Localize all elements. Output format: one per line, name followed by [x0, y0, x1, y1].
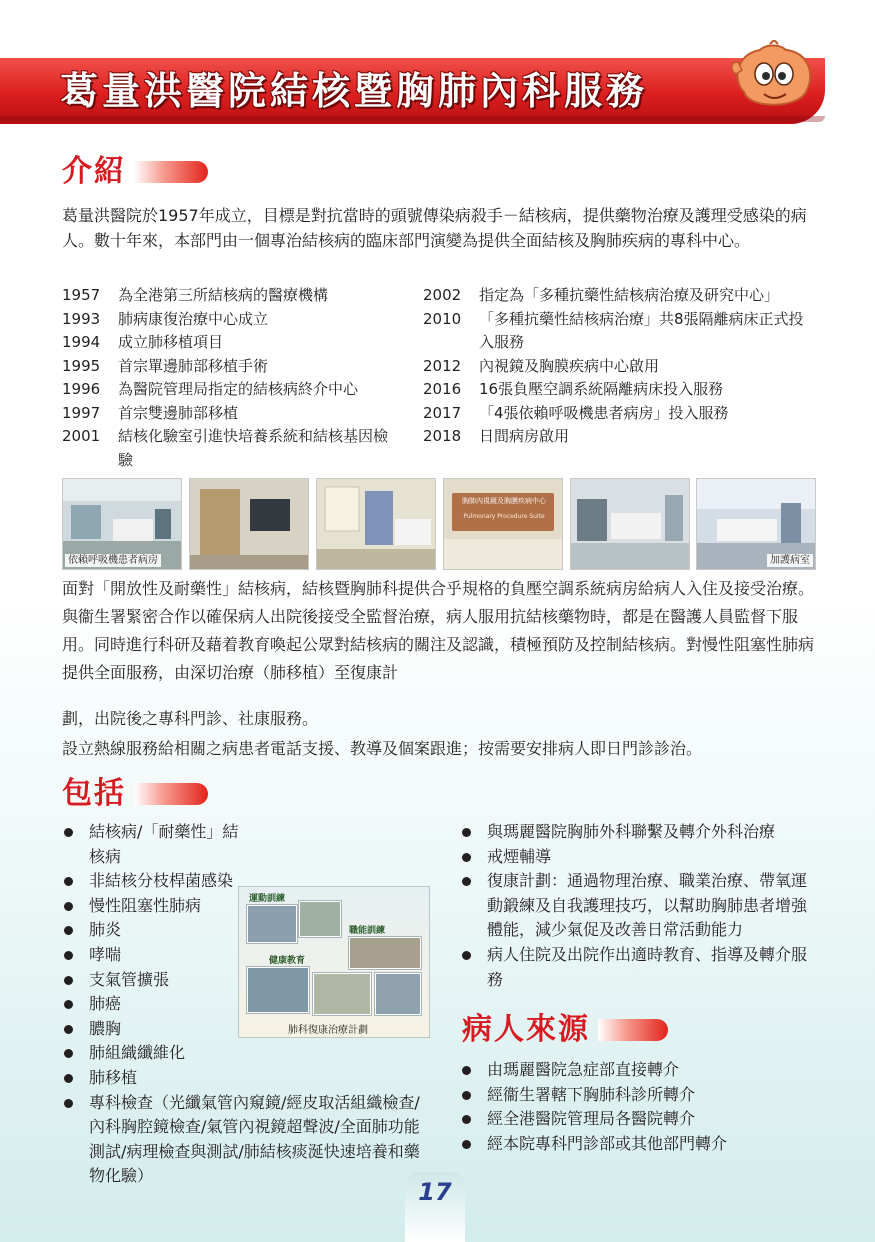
- timeline-event: 肺病康復治療中心成立: [118, 309, 269, 328]
- list-item: 肺癌: [62, 992, 239, 1017]
- list-item: 專科檢查（光纖氣管內窺鏡/經皮取活組織檢查/內科胸腔鏡檢查/氣管內視鏡超聲波/全面肺功能測試/病理檢查與測試/肺結核痰涎快速培養和藥物化驗）: [62, 1091, 422, 1189]
- includes-heading-text: 包括: [62, 776, 126, 811]
- photo-ventilator-ward: [62, 478, 182, 570]
- timeline-entry: [423, 308, 818, 355]
- timeline-entry: [423, 402, 818, 426]
- heading-pill-decoration: [134, 783, 208, 805]
- procedure-suite-sign-zh: 胸肺內視鏡及胸膜疾病中心: [462, 497, 546, 505]
- timeline-event: 「4張依賴呼吸機患者病房」投入服務: [479, 403, 729, 422]
- list-item: 戒煙輔導: [460, 845, 820, 870]
- timeline-event: 成立肺移植項目: [118, 333, 224, 351]
- heading-pill-decoration: [134, 161, 208, 183]
- timeline-year: 2010: [423, 309, 462, 328]
- collage-label-exercise: 運動訓練: [249, 894, 286, 904]
- timeline-event: 16張負壓空調系統隔離病床投入服務: [479, 380, 724, 398]
- heading-pill-decoration: [598, 1019, 668, 1041]
- list-item: 肺移植: [62, 1066, 239, 1091]
- list-item: 膿胸: [62, 1017, 239, 1042]
- timeline-entry: [62, 402, 402, 426]
- timeline-year: 2018: [423, 427, 462, 445]
- photo-intensive-care-ward: [696, 478, 816, 570]
- timeline-year: 1993: [62, 309, 101, 328]
- collage-photo: [349, 937, 421, 969]
- service-description-paragraph: 面對「開放性及耐藥性」結核病，結核暨胸肺科提供合乎規格的負壓空調系統病房給病人入住及接受治療。與衞生署緊密合作以確保病人出院後接受全監督治療，病人服用抗結核藥物時，都是在醫護人員監督下服用。同時進行科研及藉着教育喚起公眾對結核病的關注及認識，積極預防及控制結核病。對慢性阻塞性肺病提供全面服務，由深切治療（肺移植）至復康計: [62, 579, 815, 682]
- photo-strip: [62, 478, 814, 568]
- collage-photo: [247, 967, 309, 1013]
- timeline-year: 1996: [62, 380, 101, 398]
- timeline-year: 2017: [423, 403, 462, 422]
- intro-paragraph: 葛量洪醫院於1957年成立，目標是對抗當時的頭號傳染病殺手－結核病，提供藥物治療及護理受感染的病人。數十年來，本部門由一個專治結核病的臨床部門演變為提供全面結核及胸肺疾病的專科中心。: [62, 206, 807, 250]
- timeline-year: 1997: [62, 403, 101, 422]
- page-number: 17: [418, 1178, 452, 1206]
- timeline-event: 內視鏡及胸膜疾病中心啟用: [479, 356, 660, 375]
- list-item: 肺組織纖維化: [62, 1041, 239, 1066]
- list-item: 經衞生署轄下胸肺科診所轉介: [460, 1083, 820, 1108]
- timeline-event: 結核化驗室引進快培養系統和結核基因檢驗: [118, 427, 389, 469]
- list-item: 復康計劃：通過物理治療、職業治療、帶氧運動鍛練及自我護理技巧，以幫助胸肺患者增強體能，減少氣促及改善日常活動能力: [460, 869, 820, 943]
- timeline-year: 1995: [62, 356, 101, 375]
- list-item: 病人住院及出院作出適時教育、指導及轉介服務: [460, 943, 820, 992]
- intro-heading-text: 介紹: [62, 154, 126, 189]
- collage-caption: 肺科復康治療計劃: [288, 1025, 368, 1036]
- timeline-entry: [423, 378, 818, 402]
- photo-icu-equipment: [570, 478, 690, 570]
- rehab-photo-collage: [238, 886, 430, 1038]
- timeline-event: 為醫院管理局指定的結核病終介中心: [118, 380, 359, 398]
- list-item: 肺炎: [62, 918, 239, 943]
- sources-heading: [462, 1012, 668, 1048]
- list-item: 經全港醫院管理局各醫院轉介: [460, 1107, 820, 1132]
- list-item: 經本院專科門診部或其他部門轉介: [460, 1132, 820, 1157]
- timeline-year: 1957: [62, 286, 101, 304]
- collage-photo: [313, 973, 371, 1015]
- collage-photo: [299, 901, 341, 937]
- collage-photo: [375, 973, 421, 1015]
- timeline-event: 首宗雙邊肺部移植: [118, 403, 239, 422]
- page-title: 葛量洪醫院結核暨胸肺內科服務: [60, 69, 649, 113]
- timeline-entry: [62, 308, 402, 332]
- timeline-event: 為全港第三所結核病的醫療機構: [118, 286, 329, 304]
- collage-label-occupational: 職能訓練: [349, 926, 386, 936]
- list-item: 慢性阻塞性肺病: [62, 894, 239, 919]
- timeline-event: 首宗單邊肺部移植手術: [118, 356, 269, 375]
- sources-heading-text: 病人來源: [462, 1012, 590, 1047]
- timeline-event: 「多種抗藥性結核病治療」共8張隔離病床正式投入服務: [479, 309, 804, 351]
- photo-caption-icu: 加護病室: [767, 554, 813, 567]
- list-item: 與瑪麗醫院胸肺外科聯繫及轉介外科治療: [460, 820, 820, 845]
- timeline-entry: [62, 355, 402, 379]
- timeline-year: 2016: [423, 380, 462, 398]
- timeline-entry: [423, 355, 818, 379]
- timeline-right: [423, 284, 818, 449]
- timeline-event: 指定為「多種抗藥性結核病治療及研究中心」: [479, 286, 780, 304]
- timeline-event: 日間病房啟用: [479, 427, 570, 445]
- list-item: 結核病/「耐藥性」結核病: [62, 820, 239, 869]
- timeline-year: 2012: [423, 356, 462, 375]
- list-item: 非結核分枝桿菌感染: [62, 869, 239, 894]
- includes-heading: [62, 776, 208, 812]
- hotline-paragraph: 設立熱線服務給相關之病患者電話支援、教導及個案跟進；按需要安排病人即日門診診治。: [62, 739, 703, 758]
- timeline-entry: [62, 331, 402, 355]
- timeline-entry: [62, 284, 402, 308]
- procedure-suite-sign-en: Pulmonary Procedure Suite: [463, 513, 545, 520]
- lung-mascot-icon: [730, 40, 816, 118]
- list-item: 哮喘: [62, 943, 239, 968]
- list-item: 由瑪麗醫院急症部直接轉介: [460, 1058, 820, 1083]
- sources-list: [460, 1058, 820, 1156]
- timeline-year: 1994: [62, 333, 101, 351]
- timeline-year: 2001: [62, 427, 101, 445]
- page-number-tab: [405, 1172, 465, 1242]
- photo-caption-ventilator: 依賴呼吸機患者病房: [65, 554, 161, 567]
- intro-heading: [62, 154, 208, 190]
- photo-procedure-suite-sign: [443, 478, 563, 570]
- timeline-left: [62, 284, 402, 472]
- service-description-continued: 劃，出院後之專科門診、社康服務。: [62, 709, 319, 728]
- includes-list-right: [460, 820, 820, 992]
- timeline-year: 2002: [423, 286, 462, 304]
- collage-label-education: 健康教育: [269, 956, 306, 966]
- timeline-entry: [423, 284, 818, 308]
- photo-corridor: [189, 478, 309, 570]
- timeline-entry: [62, 425, 402, 472]
- photo-isolation-room: [316, 478, 436, 570]
- timeline-entry: [423, 425, 818, 449]
- list-item: 支氣管擴張: [62, 968, 239, 993]
- timeline-entry: [62, 378, 402, 402]
- collage-photo: [247, 905, 297, 943]
